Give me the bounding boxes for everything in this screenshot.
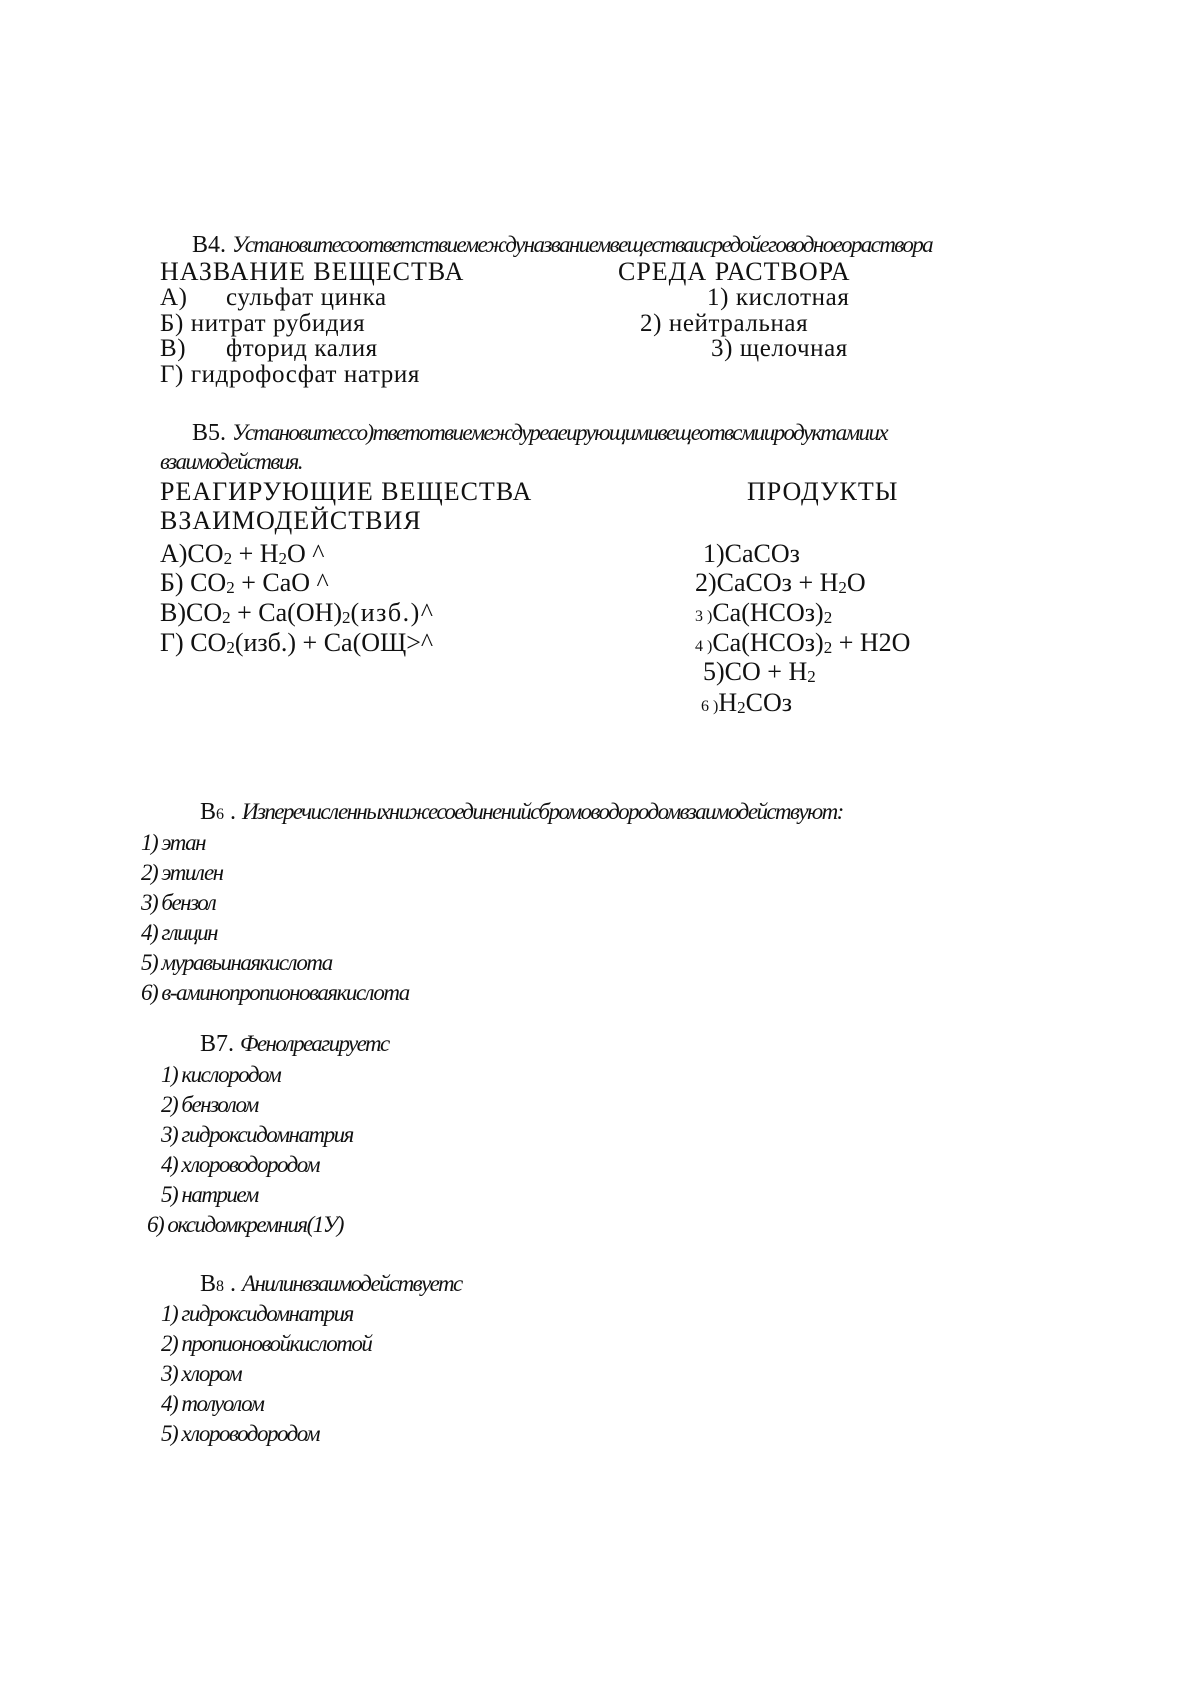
b7-question: Фенолреагируетс: [240, 1031, 389, 1056]
b6-header: В6 . Изперечисленныхнижесоединенийсбромоводородомвзаимодействуют:: [200, 799, 843, 825]
b8-option-4: 4) толуолом: [161, 1391, 264, 1416]
b4-header: [192, 233, 932, 257]
b7-option-1: 1) кислородом: [161, 1062, 281, 1087]
b5-header: [192, 421, 887, 445]
b5-product-1: 1)СаСОз: [703, 539, 800, 568]
b5-product-4: 4 )$Са(НСОз)_2 + Н2О$: [695, 628, 911, 657]
b5-product-2: 2)СаСОз + $Н_2О$: [695, 568, 866, 597]
b7-header: [200, 1032, 389, 1056]
b6-option-3: 3) бензол: [141, 890, 216, 915]
b4-left-item-v: фторид калия: [226, 335, 378, 362]
b6-option-4: 4) глицин: [141, 920, 218, 945]
b5-reactant-a: $А)СО_2 + Н_2О$ ^: [160, 539, 325, 568]
b4-right-item-3: 3) щелочная: [711, 335, 848, 362]
b4-question: Установитесоответствиемеждуназваниемвеществаисредойеговодноеораствора: [232, 232, 933, 257]
b8-option-2: 2) пропионовойкислотой: [161, 1331, 372, 1356]
b8-label: В: [200, 1271, 217, 1297]
b7-option-4: 4) хлороводородом: [161, 1152, 320, 1177]
b4-left-item-a-mark: А): [160, 284, 188, 311]
b5-label: В5.: [192, 420, 227, 446]
b5-reactant-g: Г) $СО_2(изб.)$ + Са(ОЩ>^: [160, 628, 434, 657]
b4-right-header: СРЕДА РАСТВОРА: [618, 257, 851, 286]
b6-option-2: 2) этилен: [141, 860, 223, 885]
b5-product-6: 6 )$Н_2СОз$: [701, 688, 792, 717]
b7-option-6: 6) оксидомкремния(1У): [147, 1212, 343, 1237]
b8-header: В8 . Анилинвзаимодействуетс: [200, 1271, 462, 1297]
b5-left-header: РЕАГИРУЮЩИЕ ВЕЩЕСТВА: [160, 477, 533, 506]
b4-left-item-b: Б) нитрат рубидия: [160, 310, 366, 337]
b4-right-item-2: 2) нейтральная: [640, 310, 809, 337]
b5-question-line1: Установитессо)тветотвиемеждуреаеирующимивещеотвсмииродуктамиих: [232, 420, 887, 445]
b8-option-1: 1) гидроксидомнатрия: [161, 1301, 353, 1326]
b7-option-5: 5) натрием: [161, 1182, 258, 1207]
b4-label: В4.: [192, 232, 227, 258]
b5-product-3: 3 )$Са(НСОз)_2$: [695, 598, 833, 627]
b5-product-5: $5)СО + Н_2$: [703, 657, 816, 686]
b5-reactant-b: Б) $СО_2$ + СаО ^: [160, 568, 329, 597]
b6-option-5: 5) муравьинаякислота: [141, 950, 332, 975]
b4-left-item-v-mark: В): [160, 335, 187, 362]
b5-reactant-v: $В)СО_2$ + $Са(ОН)_2(изб.)\^{}$: [160, 598, 435, 627]
b7-label: В7.: [200, 1031, 235, 1057]
b7-option-3: 3) гидроксидомнатрия: [161, 1122, 353, 1147]
b6-label: В: [200, 799, 217, 825]
b5-question-line2: взаимодействия.: [160, 449, 302, 474]
b6-option-1: 1) этан: [141, 830, 206, 855]
b6-option-6: 6) в-аминопропионоваякислота: [141, 980, 409, 1005]
b8-option-3: 3) хлором: [161, 1361, 242, 1386]
b5-left-header-2: ВЗАИМОДЕЙСТВИЯ: [160, 506, 422, 535]
b4-left-item-g: Г) гидрофосфат натрия: [160, 361, 420, 388]
b4-right-item-1: 1) кислотная: [707, 284, 850, 311]
b5-right-header: ПРОДУКТЫ: [747, 477, 899, 506]
b8-option-5: 5) хлороводородом: [161, 1421, 320, 1446]
b8-question: Анилинвзаимодействуетс: [242, 1271, 462, 1296]
b7-option-2: 2) бензолом: [161, 1092, 258, 1117]
b6-question: Изперечисленныхнижесоединенийсбромоводородомвзаимодействуют:: [242, 799, 843, 824]
b4-left-header: НАЗВАНИЕ ВЕЩЕСТВА: [160, 257, 465, 286]
b4-left-item-a: сульфат цинка: [226, 284, 387, 311]
